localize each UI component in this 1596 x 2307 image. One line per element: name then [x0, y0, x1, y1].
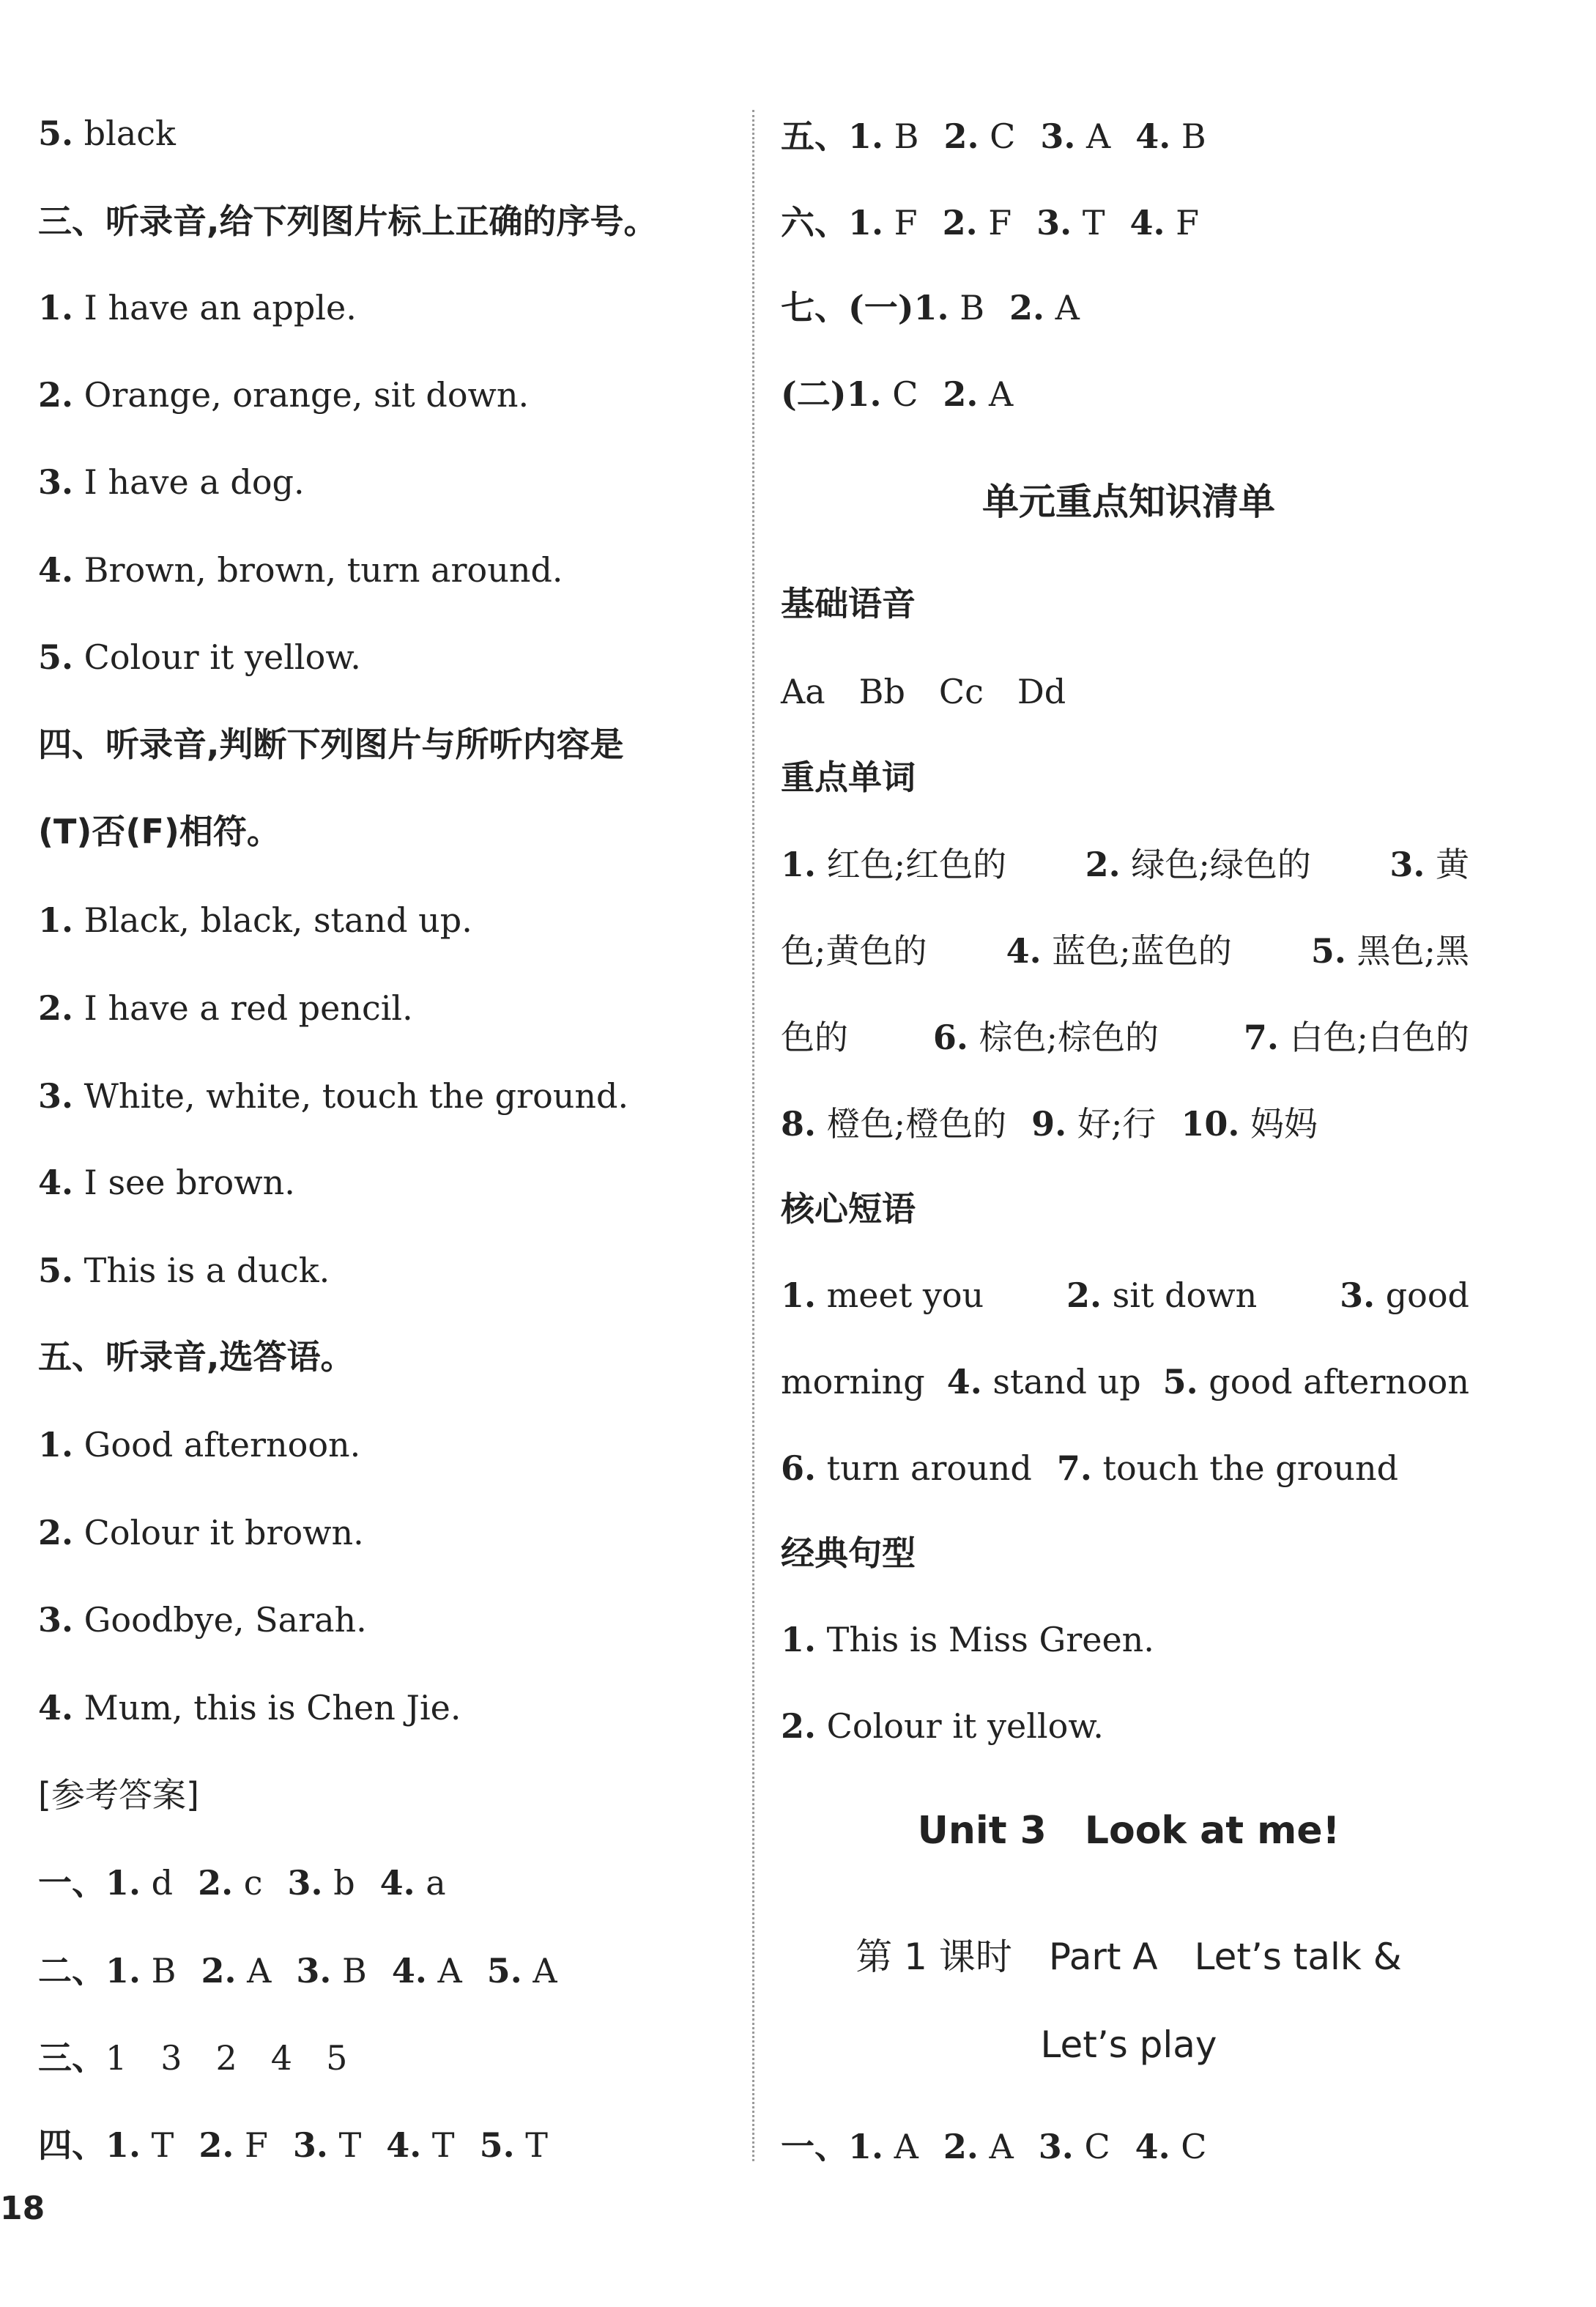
answer-row: 五、1. B 2. C 3. A 4. B	[781, 116, 1206, 156]
answer-row: 六、1. F 2. F 3. T 4. F	[781, 203, 1200, 242]
list-item: 1. Good afternoon.	[38, 1425, 361, 1464]
answer-row: 七、(一)1. B 2. A	[781, 288, 1080, 327]
page-number: 18	[0, 2190, 45, 2227]
key-words-line: 1. 红色;红色的 2. 绿色;绿色的 3. 黄	[781, 845, 1469, 884]
list-item: 4. Brown, brown, turn around.	[38, 550, 563, 590]
list-item: 2. I have a red pencil.	[38, 988, 413, 1028]
answer-row: (二)1. C 2. A	[781, 374, 1014, 414]
list-item: 1. This is Miss Green.	[781, 1620, 1154, 1659]
key-words-line: 8. 橙色;橙色的 9. 好;行 10. 妈妈	[781, 1104, 1318, 1144]
sentence-patterns-title: 经典句型	[781, 1533, 916, 1573]
list-item: 2. Colour it yellow.	[781, 1706, 1104, 1746]
answer-row: 四、1. T 2. F 3. T 4. T 5. T	[38, 2125, 548, 2165]
list-item: 5. black	[38, 114, 176, 153]
list-item: 5. Colour it yellow.	[38, 637, 361, 677]
answer-row: 二、1. B 2. A 3. B 4. A 5. A	[38, 1951, 557, 1991]
list-item: 5. This is a duck.	[38, 1251, 330, 1290]
unit-knowledge-list-title: 单元重点知识清单	[982, 481, 1275, 523]
key-words-line: 色;黄色的 4. 蓝色;蓝色的 5. 黑色;黑	[781, 931, 1469, 971]
section-title-4a: 四、听录音,判断下列图片与所听内容是	[38, 725, 624, 764]
section-title-5: 五、听录音,选答语。	[38, 1337, 355, 1377]
list-item: 3. Goodbye, Sarah.	[38, 1600, 367, 1640]
list-item: 2. Orange, orange, sit down.	[38, 375, 530, 415]
column-divider	[752, 110, 754, 2161]
section-title-4b: (T)否(F)相符。	[38, 812, 281, 851]
list-item: 1. Black, black, stand up.	[38, 900, 472, 940]
section-title-3: 三、听录音,给下列图片标上正确的序号。	[38, 201, 658, 241]
list-item: 2. Colour it brown.	[38, 1513, 364, 1552]
reference-answer-title: [参考答案]	[38, 1775, 199, 1815]
answer-row: 一、1. A 2. A 3. C 4. C	[781, 2127, 1207, 2166]
core-phrases-line: 1. meet you 2. sit down 3. good	[781, 1275, 1469, 1315]
answer-row: 一、1. d 2. c 3. b 4. a	[38, 1863, 446, 1903]
key-words-line: 色的 6. 棕色;棕色的 7. 白色;白色的	[781, 1018, 1469, 1057]
phonics-title: 基础语音	[781, 584, 916, 623]
answer-row: 三、1 3 2 4 5	[38, 2038, 348, 2078]
list-item: 3. White, white, touch the ground.	[38, 1076, 629, 1116]
list-item: 4. I see brown.	[38, 1163, 295, 1202]
list-item: 3. I have a dog.	[38, 462, 305, 502]
core-phrases-title: 核心短语	[781, 1189, 916, 1229]
list-item: 1. I have an apple.	[38, 288, 357, 327]
list-item: 4. Mum, this is Chen Jie.	[38, 1688, 461, 1728]
key-words-title: 重点单词	[781, 758, 916, 797]
lesson-title-cont: Let’s play	[1040, 2023, 1217, 2066]
core-phrases-line: morning 4. stand up 5. good afternoon	[781, 1362, 1469, 1401]
core-phrases-line: 6. turn around 7. touch the ground	[781, 1448, 1399, 1488]
lesson-title: 第 1 课时 Part A Let’s talk &	[855, 1936, 1402, 1978]
unit3-title: Unit 3 Look at me!	[917, 1809, 1340, 1853]
phonics-letters: Aa Bb Cc Dd	[781, 672, 1066, 711]
